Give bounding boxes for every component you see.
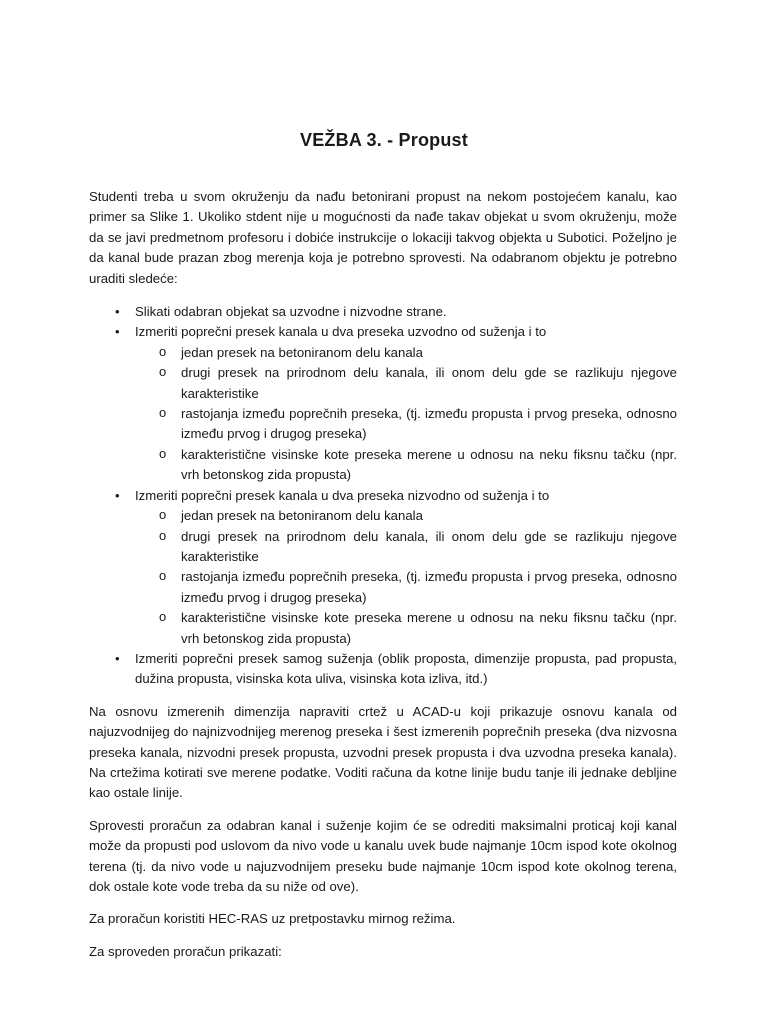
subtask-item xyxy=(135,445,677,486)
sub-bullet-icon: o xyxy=(159,445,167,461)
hecras-paragraph: Za proračun koristiti HEC-RAS uz pretpostavku mirnog režima. xyxy=(89,911,456,927)
task-item-4 xyxy=(89,649,677,690)
subtask-item xyxy=(135,506,677,526)
calculation-paragraph: Sprovesti proračun za odabran kanal i suženje kojim će se odrediti maksimalni proticaj koji kanal može da propusti pod uslovom da nivo vode u kanalu uvek bude najmanje 10cm ispod kote okolnog terena (tj. da nivo vode u najuzvodnijem preseku bude najmanje 10cm ispod kote okolnog terena, dok ostale kote vode treba da su niže od ove). xyxy=(89,817,677,894)
subtask-list xyxy=(89,343,677,486)
page-title: VEŽBA 3. - Propust xyxy=(300,130,468,150)
subtask-item xyxy=(135,567,677,608)
subtask-item-text: karakteristične visinske kote preseka merene u odnosu na neku fiksnu tačku (npr. vrh betonskog zida propusta) xyxy=(181,610,677,646)
results-paragraph: Za sproveden proračun prikazati: xyxy=(89,943,282,959)
task-item-text: Izmeriti poprečni presek kanala u dva preseka uzvodno od suženja i to xyxy=(135,324,547,340)
task-item-text: Izmeriti poprečni presek samog suženja (oblik proposta, dimenzije propusta, pad propusta, dužina propusta, visinska kota uliva, visinska kota izliva, itd.) xyxy=(135,650,677,687)
subtask-item xyxy=(135,608,677,649)
intro-paragraph: Studenti treba u svom okruženju da nađu betonirani propust na nekom postojećem kanalu, kao primer sa Slike 1. Ukoliko stdent nije u mogućnosti da nađe takav objekat u svom okruženju, može da se javi predmetnom profesoru i dobiće instrukcije o lokaciji takvog objekta u Subotici. Poželjno je da kanal bude prazan zbog merenja koja je potrebno sprovesti. Na odabranom objektu je potrebno uraditi sledeće: xyxy=(89,189,677,286)
sub-bullet-icon: o xyxy=(159,609,167,625)
subtask-item-text: drugi presek na prirodnom delu kanala, ili onom delu gde se razlikuju njegove karakteristike xyxy=(181,528,677,564)
task-item-1 xyxy=(89,302,677,322)
subtask-item-text: jedan presek na betoniranom delu kanala xyxy=(181,344,423,360)
task-item-text: Izmeriti poprečni presek kanala u dva preseka nizvodno od suženja i to xyxy=(135,487,550,503)
subtask-item xyxy=(135,527,677,568)
drawing-paragraph: Na osnovu izmerenih dimenzija napraviti crtež u ACAD-u koji prikazuje osnovu kanala od najuzvodnijeg do najnizvodnijeg merenog preseka i šest izmerenih poprečnih preseka (dva nizvosna preseka kanala, nizvodni presek propusta, uzvodni presek propusta i dva uzvodna preseka kanala). Na crtežima kotirati sve merene podatke. Voditi računa da kotne linije budu tanje ili jednake debljine kao ostale linije. xyxy=(89,703,677,801)
subtask-item-text: rastojanja između poprečnih preseka, (tj. između propusta i prvog preseka, odnosno između prvog i drugog preseka) xyxy=(181,406,677,442)
sub-bullet-icon: o xyxy=(159,364,167,380)
sub-bullet-icon: o xyxy=(159,343,167,359)
subtask-item-text: jedan presek na betoniranom delu kanala xyxy=(181,508,423,524)
bullet-icon: • xyxy=(115,304,120,320)
task-item-text: Slikati odabran objekat sa uzvodne i nizvodne strane. xyxy=(135,304,447,320)
bullet-icon: • xyxy=(115,324,120,340)
sub-bullet-icon: o xyxy=(159,507,167,523)
task-list xyxy=(89,302,677,690)
subtask-item-text: rastojanja između poprečnih preseka, (tj. između propusta i prvog preseka, odnosno između prvog i drugog preseka) xyxy=(181,569,677,605)
sub-bullet-icon: o xyxy=(159,568,167,584)
subtask-item xyxy=(135,343,677,363)
subtask-item xyxy=(135,404,677,445)
document-body xyxy=(89,187,677,962)
subtask-item xyxy=(135,363,677,404)
subtask-item-text: karakteristične visinske kote preseka merene u odnosu na neku fiksnu tačku (npr. vrh betonskog zida propusta) xyxy=(181,446,677,483)
subtask-item-text: drugi presek na prirodnom delu kanala, ili onom delu gde se razlikuju njegove karakteristike xyxy=(181,365,677,401)
subtask-list xyxy=(89,506,677,649)
task-item-2 xyxy=(89,322,677,485)
bullet-icon: • xyxy=(115,650,120,666)
bullet-icon: • xyxy=(115,487,120,503)
sub-bullet-icon: o xyxy=(159,527,167,543)
sub-bullet-icon: o xyxy=(159,405,167,421)
task-item-3 xyxy=(89,486,677,649)
